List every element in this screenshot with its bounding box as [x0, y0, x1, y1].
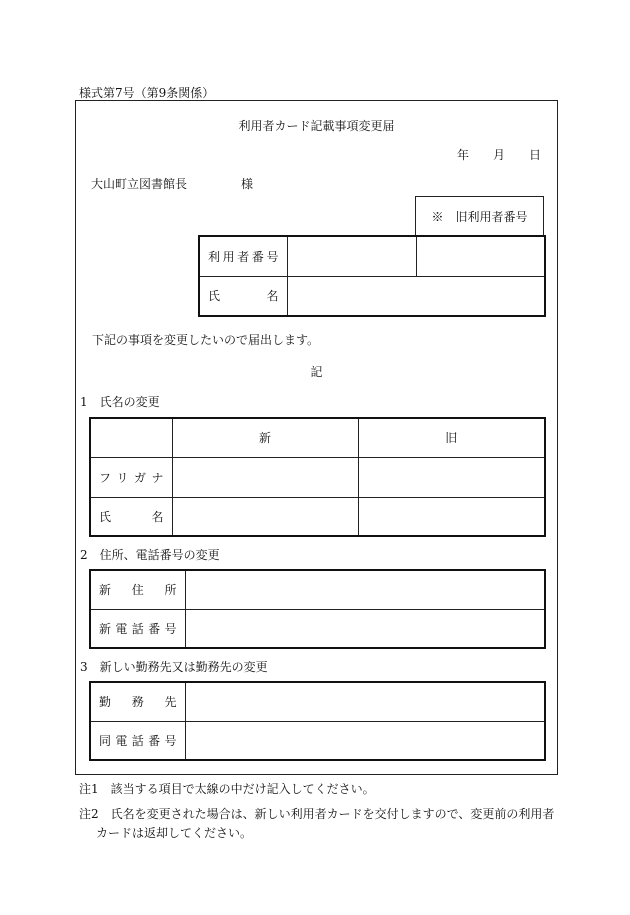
label-char: 電 [115, 621, 128, 636]
col-new-header: 新 [172, 418, 358, 457]
label-char: 電 [115, 733, 128, 748]
section3-heading: 3 新しい勤務先又は勤務先の変更 [80, 660, 268, 674]
name-label [199, 276, 287, 316]
label-char: 所 [164, 583, 177, 598]
date-day-label: 日 [529, 148, 542, 162]
label-char: 話 [131, 733, 144, 748]
new-address-label [90, 570, 185, 609]
addressee-name: 大山町立図書館長 [91, 177, 188, 191]
old-name-field[interactable] [358, 497, 545, 536]
user-id-table [198, 235, 546, 317]
label-char: 話 [131, 621, 144, 636]
section2-heading: 2 住所、電話番号の変更 [80, 548, 220, 562]
date-month-label: 月 [493, 148, 506, 162]
workplace-label [90, 682, 185, 721]
name-change-label [90, 497, 172, 536]
form-code: 様式第7号（第9条関係） [79, 86, 215, 100]
name-field[interactable] [287, 276, 545, 316]
note-2-line2: カードは返却してください。 [96, 826, 253, 840]
label-char: 先 [164, 695, 177, 710]
workplace-field[interactable] [185, 682, 545, 721]
blank-header-cell [90, 418, 172, 457]
label-char: 氏 [99, 509, 112, 524]
new-furigana-field[interactable] [172, 457, 358, 497]
label-char: ナ [151, 470, 164, 485]
form-title: 利用者カード記載事項変更届 [238, 119, 395, 133]
col-old-header: 旧 [358, 418, 545, 457]
furigana-label [90, 457, 172, 497]
label-char: 同 [99, 733, 112, 748]
label-char: 利 [208, 249, 221, 264]
new-name-field[interactable] [172, 497, 358, 536]
workplace-table [89, 681, 546, 761]
label-char: 名 [266, 289, 279, 304]
label-char: フ [99, 470, 112, 485]
old-furigana-field[interactable] [358, 457, 545, 497]
addressee [91, 175, 253, 192]
old-user-number-field[interactable] [416, 236, 545, 276]
label-char: 務 [131, 695, 144, 710]
address-change-table [89, 569, 546, 649]
date-year-label: 年 [457, 148, 470, 162]
label-char: 番 [148, 621, 161, 636]
label-char: 番 [251, 249, 264, 264]
user-number-label [199, 236, 287, 276]
label-char: 新 [99, 621, 112, 636]
note-2-line1: 注2 氏名を変更された場合は、新しい利用者カードを交付しますので、変更前の利用者 [79, 807, 555, 821]
ki-heading: 記 [310, 365, 323, 379]
label-char: 勤 [99, 695, 112, 710]
label-char: ガ [133, 470, 146, 485]
addressee-honorific: 様 [241, 177, 254, 191]
label-char: 新 [99, 583, 112, 598]
label-char: 番 [148, 733, 161, 748]
old-user-number-label: ※ 旧利用者番号 [415, 196, 544, 236]
label-char: 用 [222, 249, 235, 264]
new-phone-label [90, 609, 185, 648]
new-phone-field[interactable] [185, 609, 545, 648]
label-char: 号 [266, 249, 279, 264]
label-char: リ [116, 470, 129, 485]
section1-heading: 1 氏名の変更 [80, 395, 160, 409]
label-char: 住 [131, 583, 144, 598]
intro-text: 下記の事項を変更したいので届出します。 [92, 333, 320, 347]
workplace-phone-label [90, 721, 185, 760]
label-char: 号 [164, 621, 177, 636]
name-change-table [89, 417, 546, 537]
note-1: 注1 該当する項目で太線の中だけ記入してください。 [79, 782, 375, 796]
label-char: 氏 [208, 289, 221, 304]
label-char: 号 [164, 733, 177, 748]
workplace-phone-field[interactable] [185, 721, 545, 760]
user-number-field[interactable] [287, 236, 416, 276]
label-char: 者 [237, 249, 250, 264]
new-address-field[interactable] [185, 570, 545, 609]
label-char: 名 [151, 509, 164, 524]
